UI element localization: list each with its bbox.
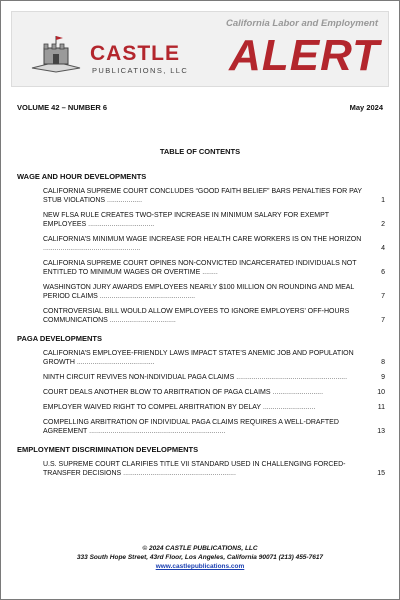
toc-entry-title: CALIFORNIA SUPREME COURT OPINES NON-CONVICTED INCARCERATED INDIVIDUALS NOT ENTITLED TO MINIMUM WAGES OR OVERTIME <box>43 260 357 276</box>
toc-page-number: 1 <box>381 197 385 204</box>
section-heading: PAGA DEVELOPMENTS <box>17 334 103 343</box>
toc-entry-title: COURT DEALS ANOTHER BLOW TO ARBITRATION OF PAGA CLAIMS <box>43 389 271 396</box>
toc-entry[interactable] <box>43 403 385 412</box>
toc-entry-title: EMPLOYER WAIVED RIGHT TO COMPEL ARBITRATION BY DELAY <box>43 404 261 411</box>
dot-leader: .................................. <box>107 317 176 324</box>
dot-leader: .................................. <box>86 221 155 228</box>
logo-name: CASTLE <box>90 42 180 65</box>
toc-page-number: 2 <box>381 221 385 228</box>
dot-leader: ......................................................... <box>234 374 348 381</box>
dot-leader: ................................................. <box>97 293 196 300</box>
toc-entry[interactable] <box>43 283 385 301</box>
dot-leader: .................. <box>105 197 143 204</box>
dot-leader: .......................... <box>270 389 324 396</box>
copyright-line: © 2024 CASTLE PUBLICATIONS, LLC <box>142 545 258 552</box>
toc-page-number: 15 <box>377 470 385 477</box>
toc-entry[interactable] <box>43 373 385 382</box>
masthead-banner <box>11 11 389 87</box>
toc-page-number: 7 <box>381 317 385 324</box>
toc-entry-title: U.S. SUPREME COURT CLARIFIES TITLE VII STANDARD USED IN CHALLENGING FORCED-TRANSFER DECISIONS <box>43 461 346 477</box>
dot-leader: ...................................................................... <box>87 428 226 435</box>
website-link[interactable]: www.castlepublications.com <box>155 563 245 570</box>
table-of-contents <box>17 172 385 478</box>
toc-entry[interactable] <box>43 259 385 277</box>
section-heading: WAGE AND HOUR DEVELOPMENTS <box>17 172 147 181</box>
toc-page-number: 7 <box>381 293 385 300</box>
dot-leader: ........................................ <box>74 359 155 366</box>
toc-page-number: 13 <box>377 428 385 435</box>
toc-entry[interactable] <box>43 235 385 253</box>
toc-entry-title: CALIFORNIA SUPREME COURT CONCLUDES “GOOD FAITH BELIEF” BARS PENALTIES FOR PAY STUB VIOLATIONS <box>43 188 362 204</box>
castle-book-logo-icon <box>30 34 82 74</box>
footer <box>1 544 399 571</box>
toc-entry-title: CALIFORNIA’S MINIMUM WAGE INCREASE FOR HEALTH CARE WORKERS IS ON THE HORIZON <box>43 236 362 243</box>
address-line: 333 South Hope Street, 43rd Floor, Los Angeles, California 90071 (213) 455-7617 <box>76 554 324 561</box>
dot-leader: .......................................................... <box>121 470 236 477</box>
toc-entry[interactable] <box>43 388 385 397</box>
toc-entry-title: COMPELLING ARBITRATION OF INDIVIDUAL PAGA CLAIMS REQUIRES A WELL-DRAFTED AGREEMENT <box>43 419 339 435</box>
toc-page-number: 9 <box>381 374 385 381</box>
issue-date: May 2024 <box>349 103 383 112</box>
toc-entry-title: NINTH CIRCUIT REVIVES NON-INDIVIDUAL PAGA CLAIMS <box>43 374 235 381</box>
toc-entry[interactable] <box>43 307 385 325</box>
volume-number: VOLUME 42 – NUMBER 6 <box>17 103 108 112</box>
toc-page-number: 11 <box>377 404 385 411</box>
toc-entry-title: CALIFORNIA’S EMPLOYEE-FRIENDLY LAWS IMPACT STATE’S ANEMIC JOB AND POPULATION GROWTH <box>43 350 354 366</box>
toc-entry-title: NEW FLSA RULE CREATES TWO-STEP INCREASE IN MINIMUM SALARY FOR EXEMPT EMPLOYEES <box>43 212 329 228</box>
toc-page-number: 6 <box>381 269 385 276</box>
publication-name: California Labor and Employment <box>225 18 378 29</box>
dot-leader: ........................... <box>260 404 316 411</box>
toc-entry-title: CONTROVERSIAL BILL WOULD ALLOW EMPLOYEES TO IGNORE EMPLOYERS’ OFF-HOURS COMMUNICATIONS <box>43 308 350 324</box>
toc-entry-title: WASHINGTON JURY AWARDS EMPLOYEES NEARLY $100 MILLION ON ROUNDING AND MEAL PERIOD CLAIMS <box>43 284 355 300</box>
toc-heading: TABLE OF CONTENTS <box>159 147 241 156</box>
toc-page-number: 8 <box>381 359 385 366</box>
toc-entry[interactable] <box>43 418 385 436</box>
alert-wordmark: ALERT <box>229 31 380 80</box>
dot-leader: .................................................. <box>43 245 141 252</box>
section-heading: EMPLOYMENT DISCRIMINATION DEVELOPMENTS <box>17 445 199 454</box>
toc-entry[interactable] <box>43 211 385 229</box>
toc-entry[interactable] <box>43 349 385 367</box>
toc-entry[interactable] <box>43 460 385 478</box>
toc-page-number: 10 <box>377 389 385 396</box>
toc-entry[interactable] <box>43 187 385 205</box>
logo-subtitle: PUBLICATIONS, LLC <box>92 66 189 75</box>
dot-leader: ........ <box>200 269 218 276</box>
toc-page-number: 4 <box>381 245 385 252</box>
